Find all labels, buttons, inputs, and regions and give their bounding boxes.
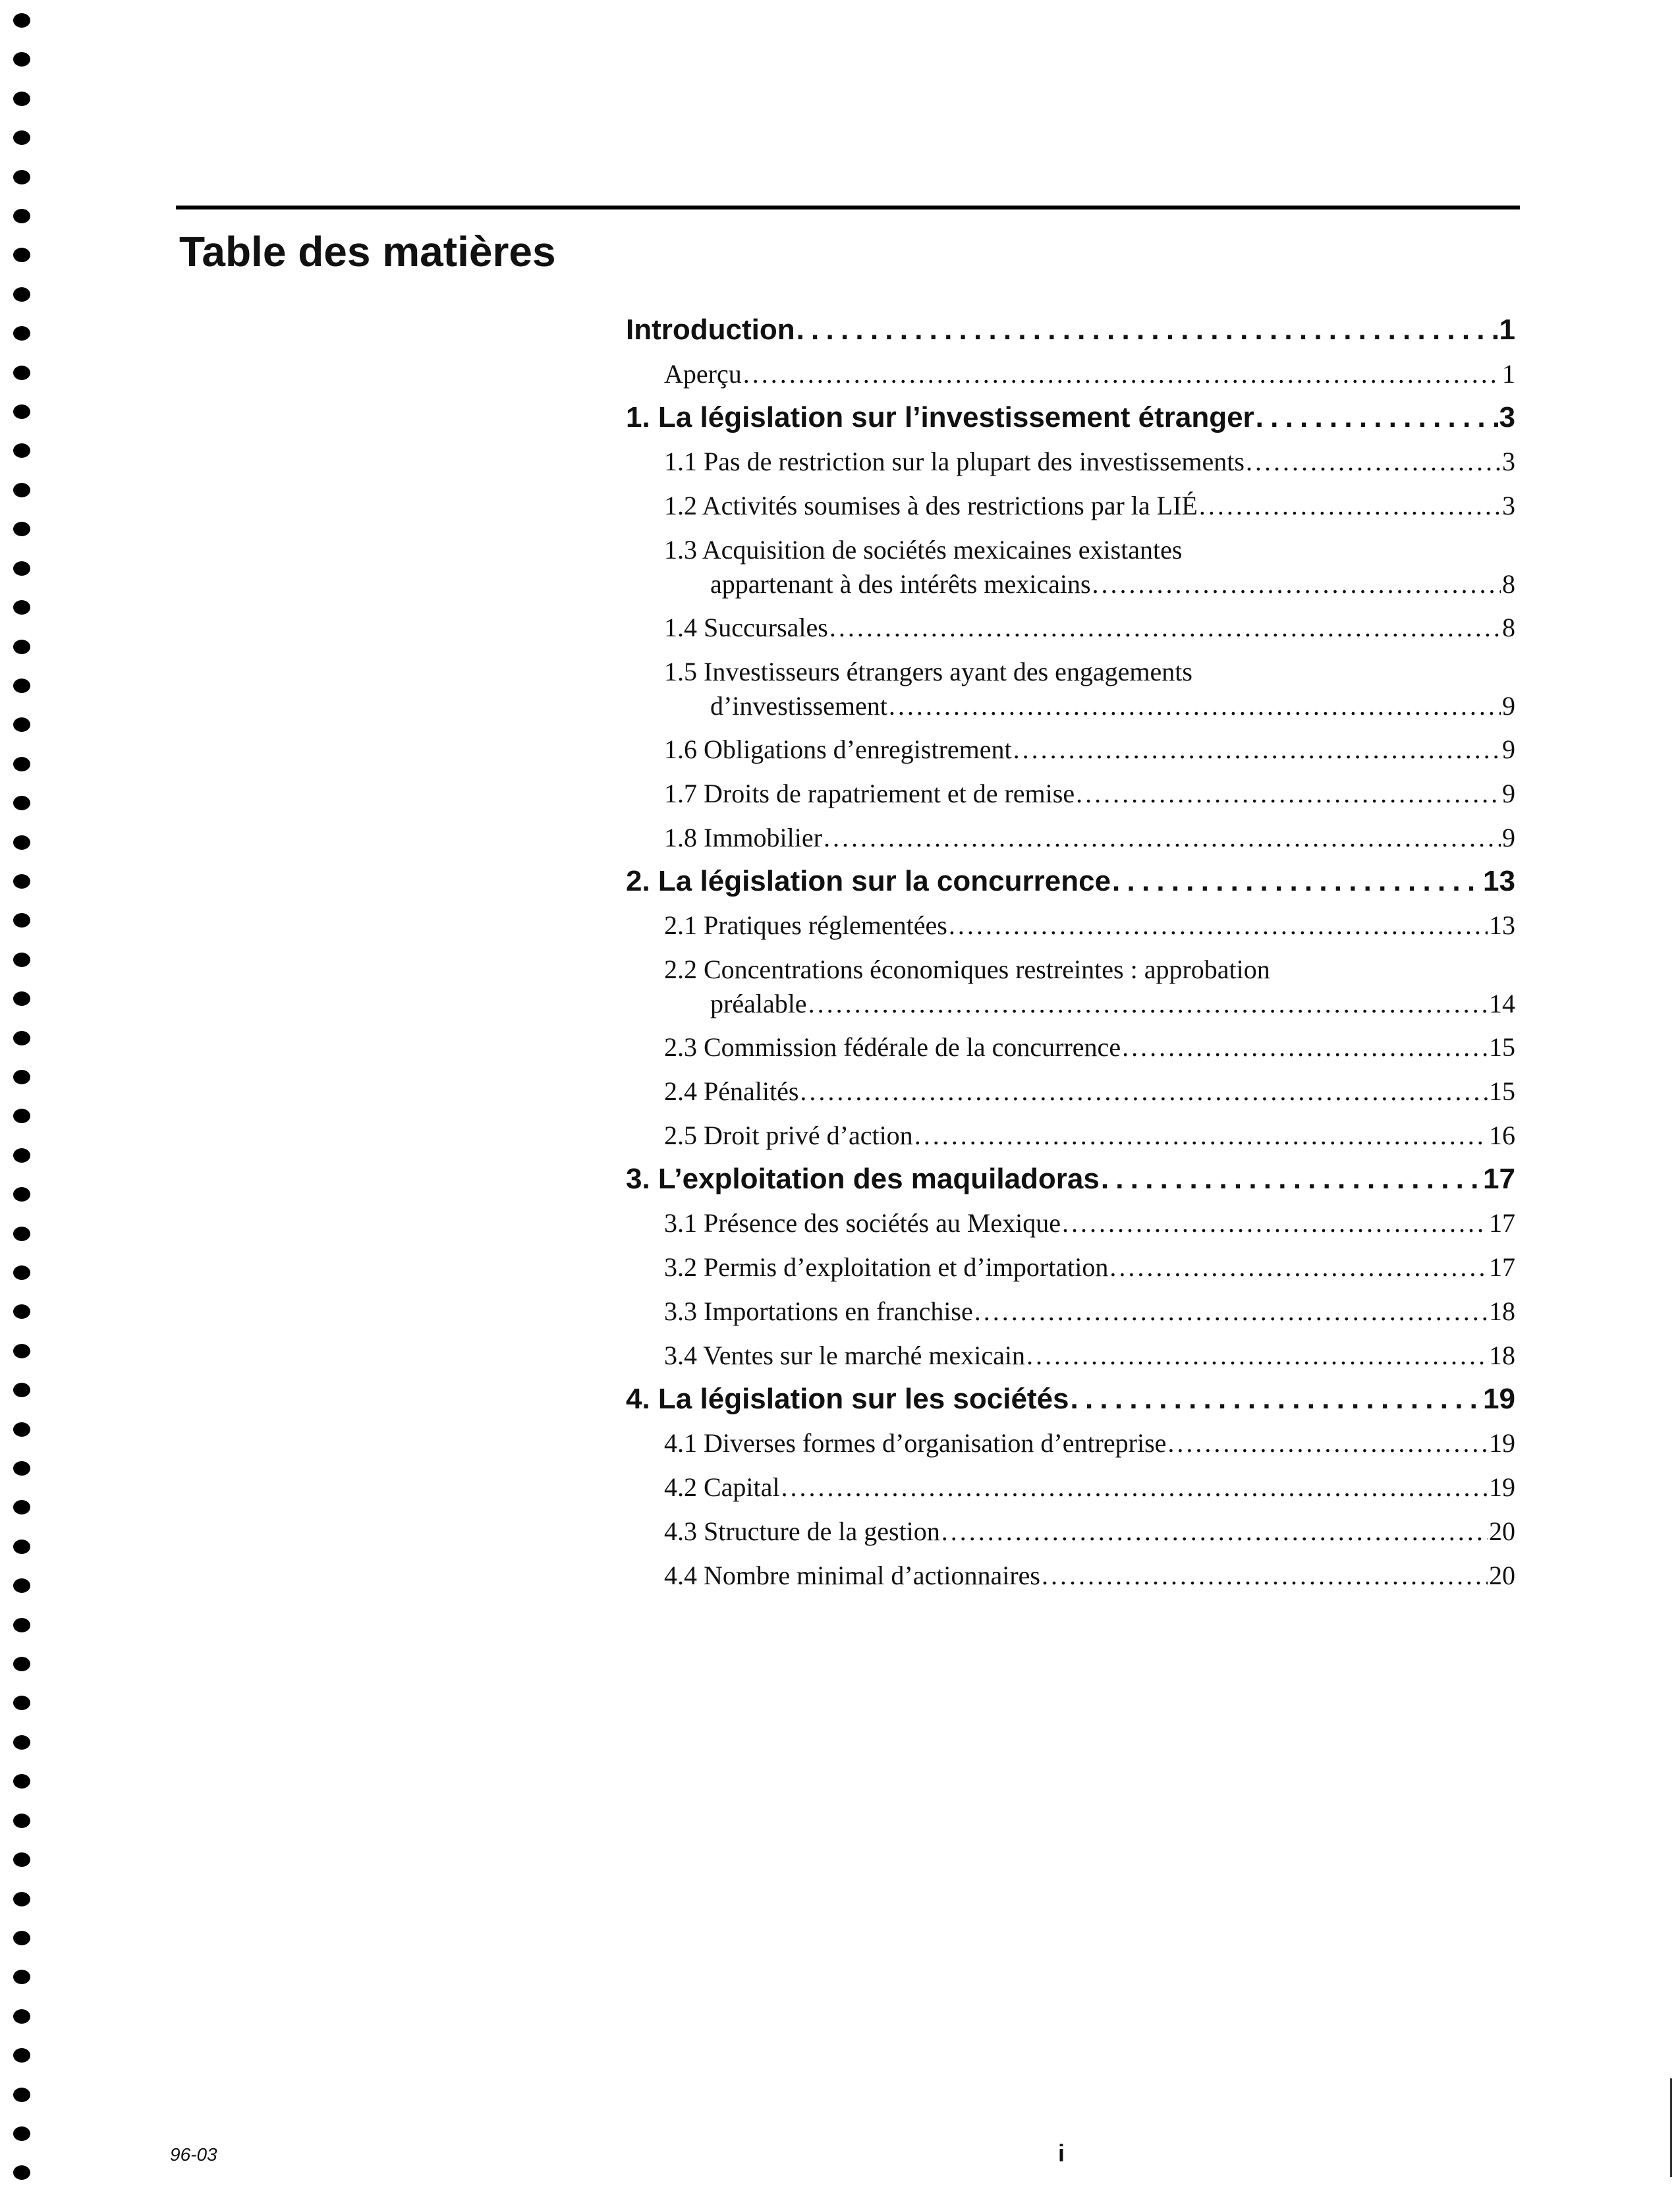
toc-entry-title: 3.2 Permis d’exploitation et d’importation — [664, 1252, 1109, 1282]
toc-entry-page: 17 — [1489, 1208, 1515, 1238]
dot-leader — [914, 1113, 1488, 1157]
page-number: i — [1058, 2140, 1065, 2167]
binding-hole — [13, 2126, 30, 2141]
binding-hole — [13, 1265, 30, 1280]
dot-leader — [1112, 860, 1482, 903]
toc-entry-page: 19 — [1489, 1428, 1515, 1458]
dot-leader — [829, 605, 1501, 650]
toc-entry-title: 4.4 Nombre minimal d’actionnaires — [664, 1561, 1040, 1590]
toc-entry-title: 1.5 Investisseurs étrangers ayant des engagements — [664, 657, 1192, 686]
toc-entry-page: 9 — [1502, 735, 1515, 764]
dot-leader — [1101, 1157, 1482, 1201]
binding-hole — [13, 1735, 30, 1750]
toc-entry[interactable] — [626, 439, 1515, 484]
binding-hole — [13, 640, 30, 654]
toc-entry[interactable] — [626, 1465, 1515, 1509]
toc-heading-title: 3. L’exploitation des maquiladoras — [626, 1163, 1100, 1195]
dot-leader — [797, 308, 1498, 352]
toc-entry-page: 3 — [1502, 491, 1515, 520]
toc-entry-title: Aperçu — [664, 359, 742, 389]
toc-entry-title-continued: appartenant à des intérêts mexicains — [710, 569, 1091, 599]
binding-hole — [13, 1500, 30, 1514]
binding-hole — [13, 443, 30, 458]
binding-hole — [13, 1618, 30, 1632]
dot-leader — [1109, 1245, 1488, 1289]
dot-leader — [743, 352, 1501, 396]
binding-hole — [13, 170, 30, 184]
toc-heading[interactable] — [626, 308, 1515, 352]
binding-hole — [13, 209, 30, 223]
toc-entry[interactable] — [626, 727, 1515, 771]
toc-heading-title: 1. La législation sur l’investissement étranger — [626, 401, 1254, 433]
toc-entry-page: 9 — [1502, 691, 1515, 721]
binding-hole — [13, 1931, 30, 1945]
binding-hole — [13, 1657, 30, 1671]
toc-entry-title: 1.6 Obligations d’enregistrement — [664, 735, 1012, 764]
toc-entry-title: 4.3 Structure de la gestion — [664, 1516, 940, 1546]
toc-section-2 — [626, 860, 1515, 1157]
binding-hole — [13, 1148, 30, 1163]
toc-section-introduction — [626, 308, 1515, 396]
toc-entry-page: 15 — [1489, 1076, 1515, 1106]
binding-hole — [13, 757, 30, 771]
page-title: Table des matières — [179, 228, 556, 275]
toc-heading-page: 1 — [1499, 314, 1515, 346]
dot-leader — [1013, 727, 1501, 771]
toc-heading-title: Introduction — [626, 314, 795, 346]
binding-hole — [13, 1461, 30, 1476]
toc-entry-title: 1.2 Activités soumises à des restrictions par la LIÉ — [664, 491, 1198, 520]
toc-entry[interactable] — [626, 1025, 1515, 1069]
scan-edge-line — [1670, 2078, 1672, 2177]
toc-entry[interactable] — [626, 1245, 1515, 1289]
dot-leader — [808, 987, 1488, 1021]
binding-hole — [13, 600, 30, 615]
toc-entry-page: 9 — [1502, 779, 1515, 808]
toc-entry[interactable] — [626, 816, 1515, 860]
binding-hole — [13, 326, 30, 341]
toc-entry-page: 20 — [1489, 1516, 1515, 1546]
toc-heading-page: 17 — [1483, 1163, 1515, 1195]
toc-entry[interactable] — [626, 1421, 1515, 1465]
dot-leader — [1256, 396, 1498, 439]
binding-hole — [13, 1774, 30, 1789]
toc-heading-title: 2. La législation sur la concurrence — [626, 865, 1111, 897]
binding-hole — [13, 248, 30, 262]
toc-entry-title: 2.2 Concentrations économiques restreintes : approbation — [664, 955, 1270, 984]
toc-entry-title: 1.4 Succursales — [664, 613, 828, 642]
binding-hole — [13, 1031, 30, 1045]
binding-hole — [13, 679, 30, 693]
binding-hole — [13, 913, 30, 928]
binding-hole — [13, 796, 30, 810]
toc-entry-title: 1.3 Acquisition de sociétés mexicaines existantes — [664, 535, 1183, 565]
toc-heading[interactable] — [626, 1377, 1515, 1421]
toc-entry-page: 1 — [1502, 359, 1515, 389]
toc-heading-page: 13 — [1483, 865, 1515, 897]
binding-hole — [13, 2088, 30, 2102]
toc-entry[interactable] — [626, 605, 1515, 650]
binding-hole — [13, 1540, 30, 1554]
toc-entry[interactable] — [626, 1201, 1515, 1245]
toc-entry-page: 8 — [1502, 569, 1515, 599]
binding-hole — [13, 1814, 30, 1828]
toc-entry[interactable] — [626, 528, 1515, 605]
binding-hole — [13, 1696, 30, 1710]
document-code: 96-03 — [170, 2144, 217, 2165]
binding-hole — [13, 1852, 30, 1867]
toc-heading-title: 4. La législation sur les sociétés — [626, 1383, 1069, 1415]
dot-leader — [889, 689, 1501, 723]
toc-entry-title: 4.2 Capital — [664, 1472, 780, 1502]
dot-leader — [1042, 1553, 1488, 1597]
toc-entry-page: 18 — [1489, 1296, 1515, 1326]
toc-entry-page: 17 — [1489, 1252, 1515, 1282]
binding-hole — [13, 1109, 30, 1123]
dot-leader — [1092, 567, 1501, 601]
binding-hole — [13, 52, 30, 67]
dot-leader — [781, 1465, 1488, 1509]
title-rule — [176, 206, 1520, 209]
dot-leader — [1167, 1421, 1488, 1465]
binding-hole — [13, 483, 30, 497]
toc-entry-page: 18 — [1489, 1341, 1515, 1370]
binding-hole — [13, 991, 30, 1006]
dot-leader — [1076, 771, 1501, 816]
toc-entry-page: 13 — [1489, 910, 1515, 940]
toc-entry-title: 1.7 Droits de rapatriement et de remise — [664, 779, 1075, 808]
table-of-contents — [626, 308, 1515, 1597]
binding-hole — [13, 92, 30, 106]
toc-heading-page: 19 — [1483, 1383, 1515, 1415]
toc-entry[interactable] — [626, 1553, 1515, 1597]
toc-entry-page: 14 — [1489, 989, 1515, 1018]
binding-hole — [13, 522, 30, 536]
toc-entry-page: 16 — [1489, 1121, 1515, 1150]
binding-hole — [13, 1227, 30, 1241]
toc-section-3 — [626, 1157, 1515, 1377]
toc-entry[interactable] — [626, 771, 1515, 816]
binding-hole — [13, 130, 30, 145]
toc-entry-title: 2.1 Pratiques réglementées — [664, 910, 947, 940]
dot-leader — [974, 1289, 1488, 1333]
toc-entry-title: 3.4 Ventes sur le marché mexicain — [664, 1341, 1025, 1370]
binding-hole — [13, 1344, 30, 1358]
binding-hole — [13, 874, 30, 889]
toc-entry[interactable] — [626, 484, 1515, 528]
toc-entry[interactable] — [626, 352, 1515, 396]
toc-entry[interactable] — [626, 903, 1515, 947]
dot-leader — [941, 1509, 1488, 1553]
toc-entry-title: 1.8 Immobilier — [664, 823, 822, 852]
toc-entry-page: 20 — [1489, 1561, 1515, 1590]
dot-leader — [1199, 484, 1501, 528]
binding-hole — [13, 2009, 30, 2024]
toc-entry-page: 3 — [1502, 447, 1515, 476]
toc-entry-page: 8 — [1502, 613, 1515, 642]
toc-entry-title: 3.3 Importations en franchise — [664, 1296, 973, 1326]
toc-entry-title-continued: préalable — [710, 989, 807, 1018]
dot-leader — [800, 1069, 1488, 1113]
binding-hole — [13, 1304, 30, 1319]
toc-heading[interactable] — [626, 1157, 1515, 1201]
binding-hole — [13, 1422, 30, 1437]
toc-entry[interactable] — [626, 1069, 1515, 1113]
toc-entry-page: 15 — [1489, 1032, 1515, 1062]
dot-leader — [824, 816, 1501, 860]
toc-entry-title: 1.1 Pas de restriction sur la plupart des investissements — [664, 447, 1245, 476]
binding-hole — [13, 1970, 30, 1984]
binding-hole — [13, 953, 30, 967]
binding-hole — [13, 404, 30, 419]
binding-hole — [13, 13, 30, 28]
binding-hole — [13, 561, 30, 576]
dot-leader — [1062, 1201, 1488, 1245]
toc-entry[interactable] — [626, 1333, 1515, 1377]
toc-heading[interactable] — [626, 396, 1515, 439]
dot-leader — [949, 903, 1488, 947]
toc-entry-page: 19 — [1489, 1472, 1515, 1502]
binding-hole — [13, 366, 30, 380]
toc-section-4 — [626, 1377, 1515, 1597]
toc-entry-title: 2.5 Droit privé d’action — [664, 1121, 913, 1150]
binding-hole — [13, 1187, 30, 1202]
binding-hole — [13, 287, 30, 302]
toc-entry[interactable] — [626, 1289, 1515, 1333]
toc-entry-title: 2.4 Pénalités — [664, 1076, 799, 1106]
toc-entry-page: 9 — [1502, 823, 1515, 852]
toc-entry[interactable] — [626, 1113, 1515, 1157]
binding-hole — [13, 835, 30, 850]
toc-entry-title-continued: d’investissement — [710, 691, 887, 721]
binding-hole — [13, 1070, 30, 1084]
toc-entry-title: 2.3 Commission fédérale de la concurrence — [664, 1032, 1121, 1062]
binding-hole — [13, 1892, 30, 1906]
binding-hole — [13, 1383, 30, 1397]
toc-heading-page: 3 — [1499, 401, 1515, 433]
toc-entry[interactable] — [626, 1509, 1515, 1553]
toc-entry-title: 4.1 Diverses formes d’organisation d’entreprise — [664, 1428, 1167, 1458]
toc-entry-title: 3.1 Présence des sociétés au Mexique — [664, 1208, 1061, 1238]
binding-hole — [13, 2048, 30, 2063]
dot-leader — [1246, 439, 1501, 484]
dot-leader — [1026, 1333, 1488, 1377]
dot-leader — [1071, 1377, 1482, 1421]
binding-holes — [13, 13, 33, 2180]
dot-leader — [1122, 1025, 1488, 1069]
binding-hole — [13, 717, 30, 732]
toc-section-1 — [626, 396, 1515, 860]
binding-hole — [13, 1578, 30, 1593]
toc-heading[interactable] — [626, 860, 1515, 903]
toc-entry[interactable] — [626, 650, 1515, 727]
toc-entry[interactable] — [626, 947, 1515, 1025]
binding-hole — [13, 2165, 30, 2180]
